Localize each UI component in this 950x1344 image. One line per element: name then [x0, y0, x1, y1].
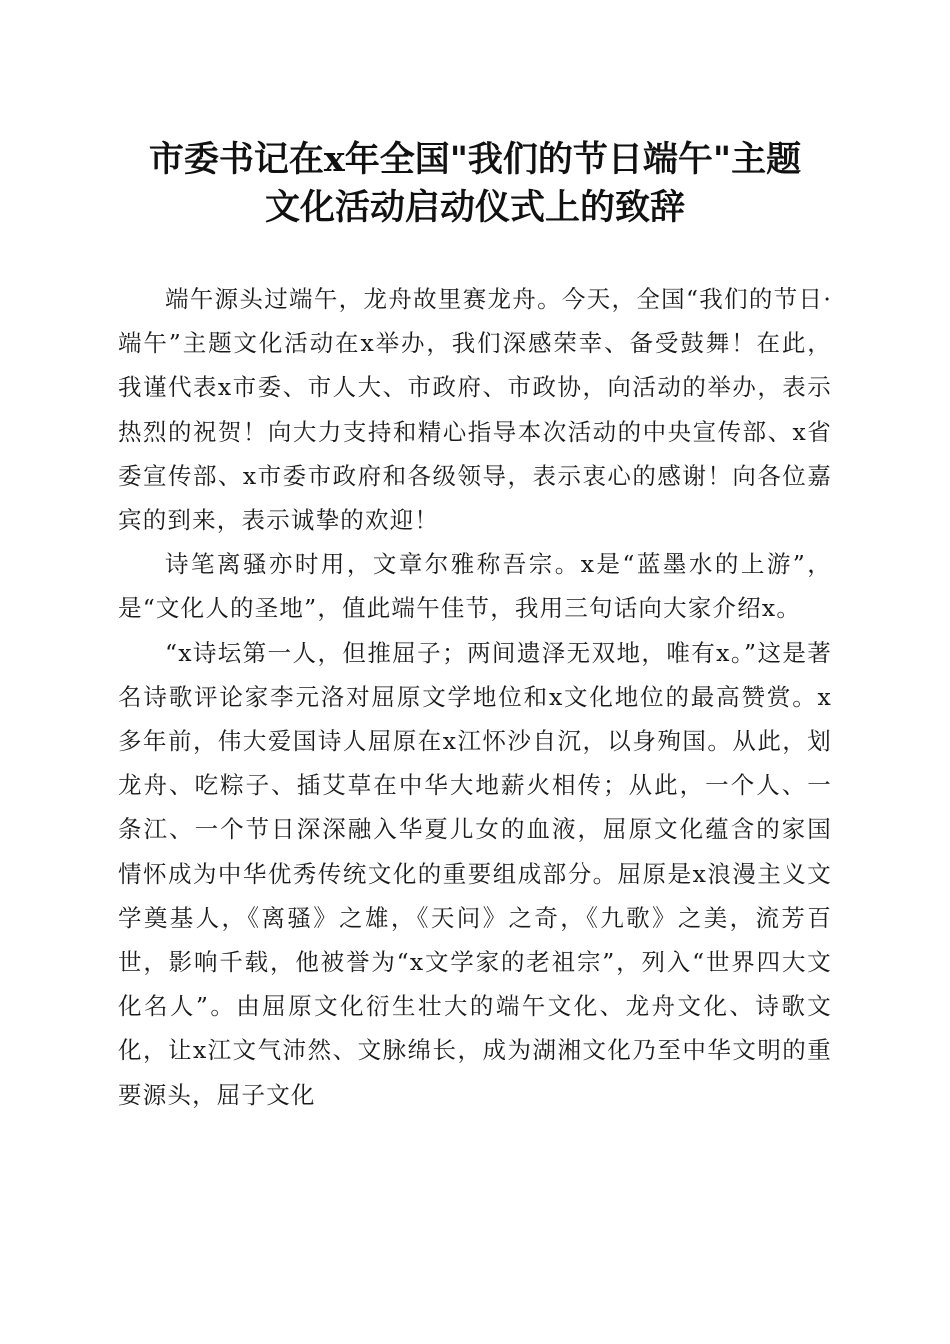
paragraph-1: 端午源头过端午，龙舟故里赛龙舟。今天，全国“我们的节日·端午”主题文化活动在x举办，我们深感荣幸、备受鼓舞！在此，我谨代表x市委、市人大、市政府、市政协，向活动的举办，表示热烈的祝贺！向大力支持和精心指导本次活动的中央宣传部、x省委宣传部、x市委市政府和各级领导，表示衷心的感谢！向各位嘉宾的到来，表示诚挚的欢迎！: [118, 285, 832, 535]
document-body: [118, 277, 832, 1117]
title-line-2: 文化活动启动仪式上的致辞: [264, 187, 685, 228]
title-line-1: 市委书记在x年全国"我们的节日端午"主题: [148, 139, 802, 180]
paragraph-2: 诗笔离骚亦时用，文章尔雅称吾宗。x是“蓝墨水的上游”，是“文化人的圣地”，值此端午佳节，我用三句话向大家介绍x。: [118, 550, 832, 623]
document-title: [100, 136, 850, 232]
paragraph-3: “x诗坛第一人，但推屈子；两间遗泽无双地，唯有x。”这是著名诗歌评论家李元洛对屈原文学地位和x文化地位的最高赞赏。x多年前，伟大爱国诗人屈原在x江怀沙自沉，以身殉国。从此，划龙舟、吃粽子、插艾草在中华大地薪火相传；从此，一个人、一条江、一个节日深深融入华夏儿女的血液，屈原文化蕴含的家国情怀成为中华优秀传统文化的重要组成部分。屈原是x浪漫主义文学奠基人，《离骚》之雄，《天问》之奇，《九歌》之美，流芳百世，影响千载，他被誉为“x文学家的老祖宗”，列入“世界四大文化名人”。由屈原文化衍生壮大的端午文化、龙舟文化、诗歌文化，让x江文气沛然、文脉绵长，成为湖湘文化乃至中华文明的重要源头，屈子文化: [118, 638, 832, 1109]
